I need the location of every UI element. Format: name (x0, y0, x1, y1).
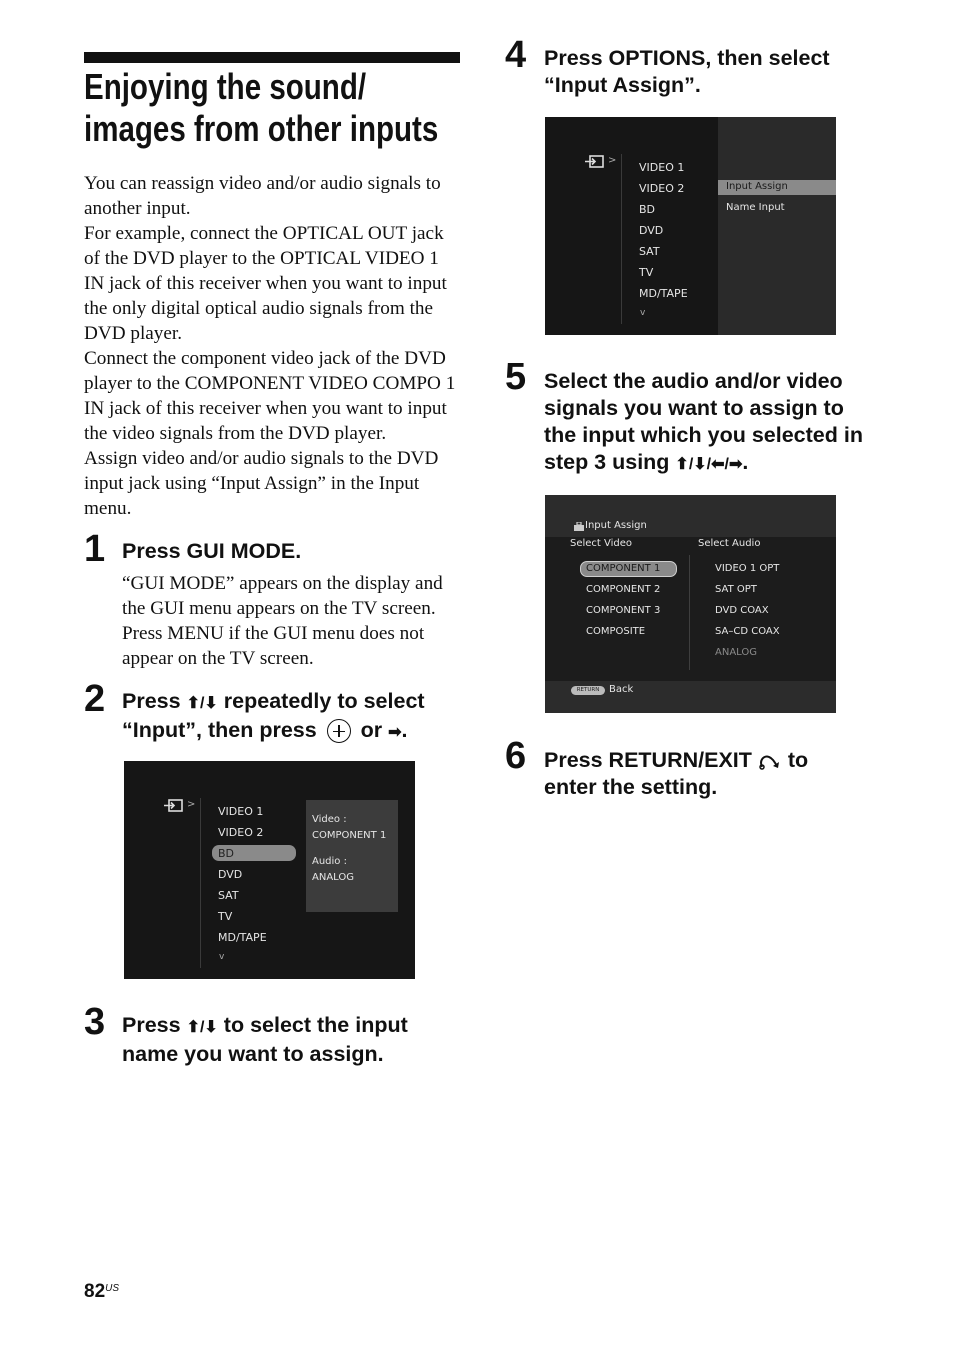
step-6-text: to (781, 748, 809, 772)
step-6-heading (544, 747, 904, 801)
step-4-text: Press OPTIONS, then select (544, 46, 830, 70)
step-3-text: Press (122, 1013, 187, 1037)
scroll-down-icon[interactable]: v (640, 308, 646, 318)
back-label[interactable]: Back (609, 684, 634, 695)
step-1-body (122, 571, 462, 671)
scroll-down-icon[interactable]: v (219, 952, 225, 962)
return-exit-icon (758, 751, 782, 771)
toolbox-icon (574, 522, 584, 531)
title-line-2: images from other inputs (84, 108, 439, 149)
step-5-text: step 3 using (544, 450, 676, 474)
step-6-text: enter the setting. (544, 775, 718, 799)
step-1-paragraph: “GUI MODE” appears on the display and the GUI menu appears on the TV screen. (122, 573, 443, 619)
video-option-component-1[interactable]: COMPONENT 1 (586, 563, 661, 574)
menu-divider (200, 798, 201, 968)
step-4-number: 4 (505, 34, 527, 76)
step-2-text: or (354, 718, 389, 742)
input-item-sat[interactable]: SAT (218, 889, 239, 902)
option-input-assign[interactable]: Input Assign (726, 181, 788, 192)
page-region: US (105, 1283, 120, 1294)
intro-paragraph: Assign video and/or audio signals to the DVD input jack using “Input Assign” in the Input menu. (84, 448, 439, 519)
input-item-video1[interactable]: VIDEO 1 (639, 161, 685, 174)
audio-option-analog[interactable]: ANALOG (715, 647, 757, 658)
step-5-heading (544, 368, 924, 478)
options-menu-screen (545, 117, 836, 335)
input-item-bd[interactable]: BD (218, 847, 235, 860)
menu-divider (621, 154, 622, 324)
step-3-text: name you want to assign. (122, 1042, 384, 1066)
input-item-tv[interactable]: TV (639, 266, 654, 279)
intro-text (84, 171, 460, 521)
chevron-right-icon: > (187, 799, 196, 810)
option-name-input[interactable]: Name Input (726, 202, 785, 213)
step-3-text: to select the input (217, 1013, 408, 1037)
step-2-text: “Input”, then press (122, 718, 323, 742)
step-5-text: the input which you selected in (544, 423, 863, 447)
intro-paragraph: You can reassign video and/or audio signals to another input. (84, 173, 441, 219)
step-3-heading (122, 1012, 462, 1068)
info-audio-value: ANALOG (312, 872, 354, 883)
step-5-text: signals you want to assign to (544, 396, 844, 420)
page-number (84, 1281, 119, 1303)
step-1-heading: Press GUI MODE. (122, 539, 302, 563)
video-option-component-2[interactable]: COMPONENT 2 (586, 584, 661, 595)
select-video-header: Select Video (570, 538, 633, 549)
page-number-value: 82 (84, 1281, 106, 1302)
audio-option-sacd-coax[interactable]: SA–CD COAX (715, 626, 780, 637)
input-item-dvd[interactable]: DVD (639, 224, 664, 237)
step-1-paragraph: Press MENU if the GUI menu does not appear on the TV screen. (122, 623, 425, 669)
step-2-text: repeatedly to select (217, 689, 425, 713)
audio-option-sat-opt[interactable]: SAT OPT (715, 584, 757, 595)
direction-arrows-icon: ⬆/⬇/⬅/➡ (675, 456, 743, 473)
input-item-md-tape[interactable]: MD/TAPE (218, 931, 267, 944)
input-item-bd[interactable]: BD (639, 203, 656, 216)
column-divider (689, 555, 690, 670)
input-icon (585, 155, 605, 169)
title-line-1: Enjoying the sound/ (84, 66, 367, 107)
select-audio-header: Select Audio (698, 538, 761, 549)
chevron-right-icon: > (608, 155, 617, 166)
step-4-text: “Input Assign”. (544, 73, 701, 97)
info-video-value: COMPONENT 1 (312, 830, 387, 841)
audio-option-dvd-coax[interactable]: DVD COAX (715, 605, 769, 616)
input-icon (164, 799, 184, 813)
step-6-number: 6 (505, 735, 527, 777)
input-item-video2[interactable]: VIDEO 2 (639, 182, 685, 195)
up-down-arrow-icon: ⬆/⬇ (186, 695, 218, 712)
step-2-number: 2 (84, 678, 106, 720)
intro-paragraph: Connect the component video jack of the DVD player to the COMPONENT VIDEO COMPO 1 IN jack of this receiver when you want to input the video signals from the DVD player. (84, 348, 456, 444)
section-title (84, 66, 439, 150)
video-option-composite[interactable]: COMPOSITE (586, 626, 646, 637)
input-item-sat[interactable]: SAT (639, 245, 660, 258)
step-2-text: . (401, 718, 408, 742)
input-menu-screen (124, 761, 415, 979)
step-6-text: Press RETURN/EXIT (544, 748, 758, 772)
step-1-number: 1 (84, 528, 106, 570)
options-panel (718, 117, 836, 335)
step-4-heading (544, 45, 904, 99)
step-2-text: Press (122, 689, 187, 713)
step-5-text: Select the audio and/or video (544, 369, 843, 393)
input-item-video1[interactable]: VIDEO 1 (218, 805, 264, 818)
step-5-number: 5 (505, 356, 527, 398)
return-badge[interactable]: RETURN (571, 686, 605, 695)
audio-option-video1-opt[interactable]: VIDEO 1 OPT (715, 563, 780, 574)
input-assign-screen (545, 495, 836, 713)
step-5-text: . (742, 450, 749, 474)
input-item-dvd[interactable]: DVD (218, 868, 243, 881)
input-item-md-tape[interactable]: MD/TAPE (639, 287, 688, 300)
input-item-video2[interactable]: VIDEO 2 (218, 826, 264, 839)
info-video-label: Video : (312, 814, 347, 825)
up-down-arrow-icon: ⬆/⬇ (186, 1019, 218, 1036)
enter-button-icon (327, 719, 351, 743)
assign-title: Input Assign (585, 520, 647, 531)
intro-paragraph: For example, connect the OPTICAL OUT jack of the DVD player to the OPTICAL VIDEO 1 IN jack of this receiver when you want to input the only digital optical audio signals from the DVD player. (84, 223, 447, 344)
info-audio-label: Audio : (312, 856, 347, 867)
step-2-heading (122, 688, 482, 746)
step-3-number: 3 (84, 1001, 106, 1043)
video-option-component-3[interactable]: COMPONENT 3 (586, 605, 661, 616)
input-item-tv[interactable]: TV (218, 910, 233, 923)
right-arrow-icon: ➡ (388, 724, 402, 741)
section-rule (84, 52, 460, 63)
